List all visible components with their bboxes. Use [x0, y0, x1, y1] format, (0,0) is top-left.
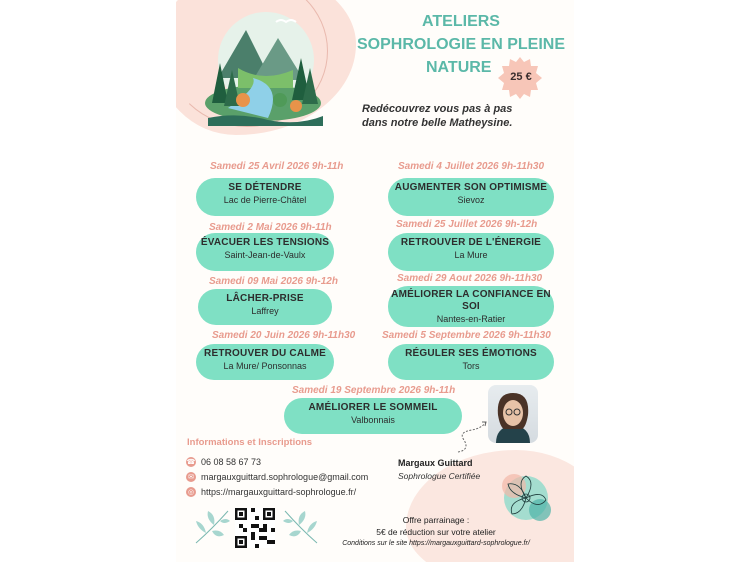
- session-date: Samedi 19 Septembre 2026 9h-11h: [292, 385, 456, 396]
- session-date: Samedi 25 Juillet 2026 9h-12h: [396, 219, 538, 230]
- session-location: La Mure: [454, 250, 488, 260]
- session-date: Samedi 2 Mai 2026 9h-11h: [209, 222, 332, 233]
- session-card: [196, 344, 334, 380]
- session-date: Samedi 4 Juillet 2026 9h-11h30: [398, 161, 545, 172]
- session-date: Samedi 09 Mai 2026 9h-12h: [209, 276, 338, 287]
- practitioner-role: Sophrologue Certifiée: [398, 471, 481, 481]
- session-location: Tors: [462, 361, 480, 371]
- phone-row[interactable]: [186, 457, 261, 467]
- phone-number[interactable]: 06 08 58 67 73: [201, 457, 262, 467]
- referral-offer: Offre parrainage : 5€ de réduction sur votre atelier Conditions sur le site https://margauxguittard-sophrologue.fr/: [342, 515, 530, 547]
- session-title: SOI: [462, 301, 480, 312]
- session-card: [388, 178, 554, 216]
- session-title: ÉVACUER LES TENSIONS: [200, 237, 330, 248]
- session-card: [196, 233, 334, 271]
- session-title: LÂCHER-PRISE: [226, 293, 304, 304]
- session-location: Saint-Jean-de-Vaulx: [224, 250, 306, 260]
- session-title: SE DÉTENDRE: [228, 182, 302, 193]
- mail-icon: ✉: [186, 472, 196, 482]
- session-card: [388, 286, 554, 327]
- price-badge: 25 €: [510, 71, 532, 83]
- session-location: Lac de Pierre-Châtel: [223, 195, 307, 205]
- phone-icon: ☎: [186, 459, 196, 466]
- session-date: Samedi 5 Septembre 2026 9h-11h30: [382, 330, 551, 341]
- practitioner-name: Margaux Guittard: [398, 458, 473, 468]
- session-card: [388, 233, 554, 271]
- leaf-icon: [192, 505, 232, 545]
- session-location: Sievoz: [457, 195, 485, 205]
- session-title: RÉGULER SES ÉMOTIONS: [405, 348, 537, 359]
- globe-icon: ◎: [187, 489, 195, 496]
- info-heading: Informations et Inscriptions: [187, 437, 313, 448]
- practitioner-photo: [488, 385, 538, 443]
- session-card: [388, 344, 554, 380]
- session-title: RETROUVER DU CALME: [204, 348, 326, 359]
- session-location: Laffrey: [251, 306, 279, 316]
- session-title: AUGMENTER SON OPTIMISME: [394, 182, 548, 193]
- subtitle: Redécouvrez vous pas à pas dans notre belle Matheysine.: [362, 103, 513, 129]
- session-title: AMÉLIORER LE SOMMEIL: [308, 402, 438, 413]
- page-title: ATELIERS SOPHROLOGIE EN PLEINE NATURE: [356, 13, 566, 76]
- arrow-icon: [456, 420, 490, 456]
- email-link[interactable]: margauxguittard.sophrologue@gmail.com: [201, 472, 369, 482]
- session-date: Samedi 25 Avril 2026 9h-11h: [210, 161, 344, 172]
- website-row[interactable]: [186, 487, 356, 497]
- session-date: Samedi 29 Aout 2026 9h-11h30: [397, 273, 543, 284]
- poster: [176, 0, 574, 562]
- session-location: La Mure/ Ponsonnas: [223, 361, 307, 371]
- email-row[interactable]: [186, 472, 368, 482]
- qr-code[interactable]: [235, 508, 275, 548]
- session-card: [198, 289, 332, 325]
- session-location: Nantes-en-Ratier: [436, 314, 506, 324]
- session-card: [196, 178, 334, 216]
- session-location: Valbonnais: [351, 415, 395, 425]
- session-date: Samedi 20 Juin 2026 9h-11h30: [212, 330, 356, 341]
- session-title: RETROUVER DE L'ÉNERGIE: [400, 237, 542, 248]
- leaf-icon: [281, 505, 321, 545]
- session-title: AMÉLIORER LA CONFIANCE EN: [391, 289, 551, 300]
- session-card: [284, 398, 462, 434]
- website-link[interactable]: https://margauxguittard-sophrologue.fr/: [201, 487, 357, 497]
- forest-illustration: [198, 8, 328, 126]
